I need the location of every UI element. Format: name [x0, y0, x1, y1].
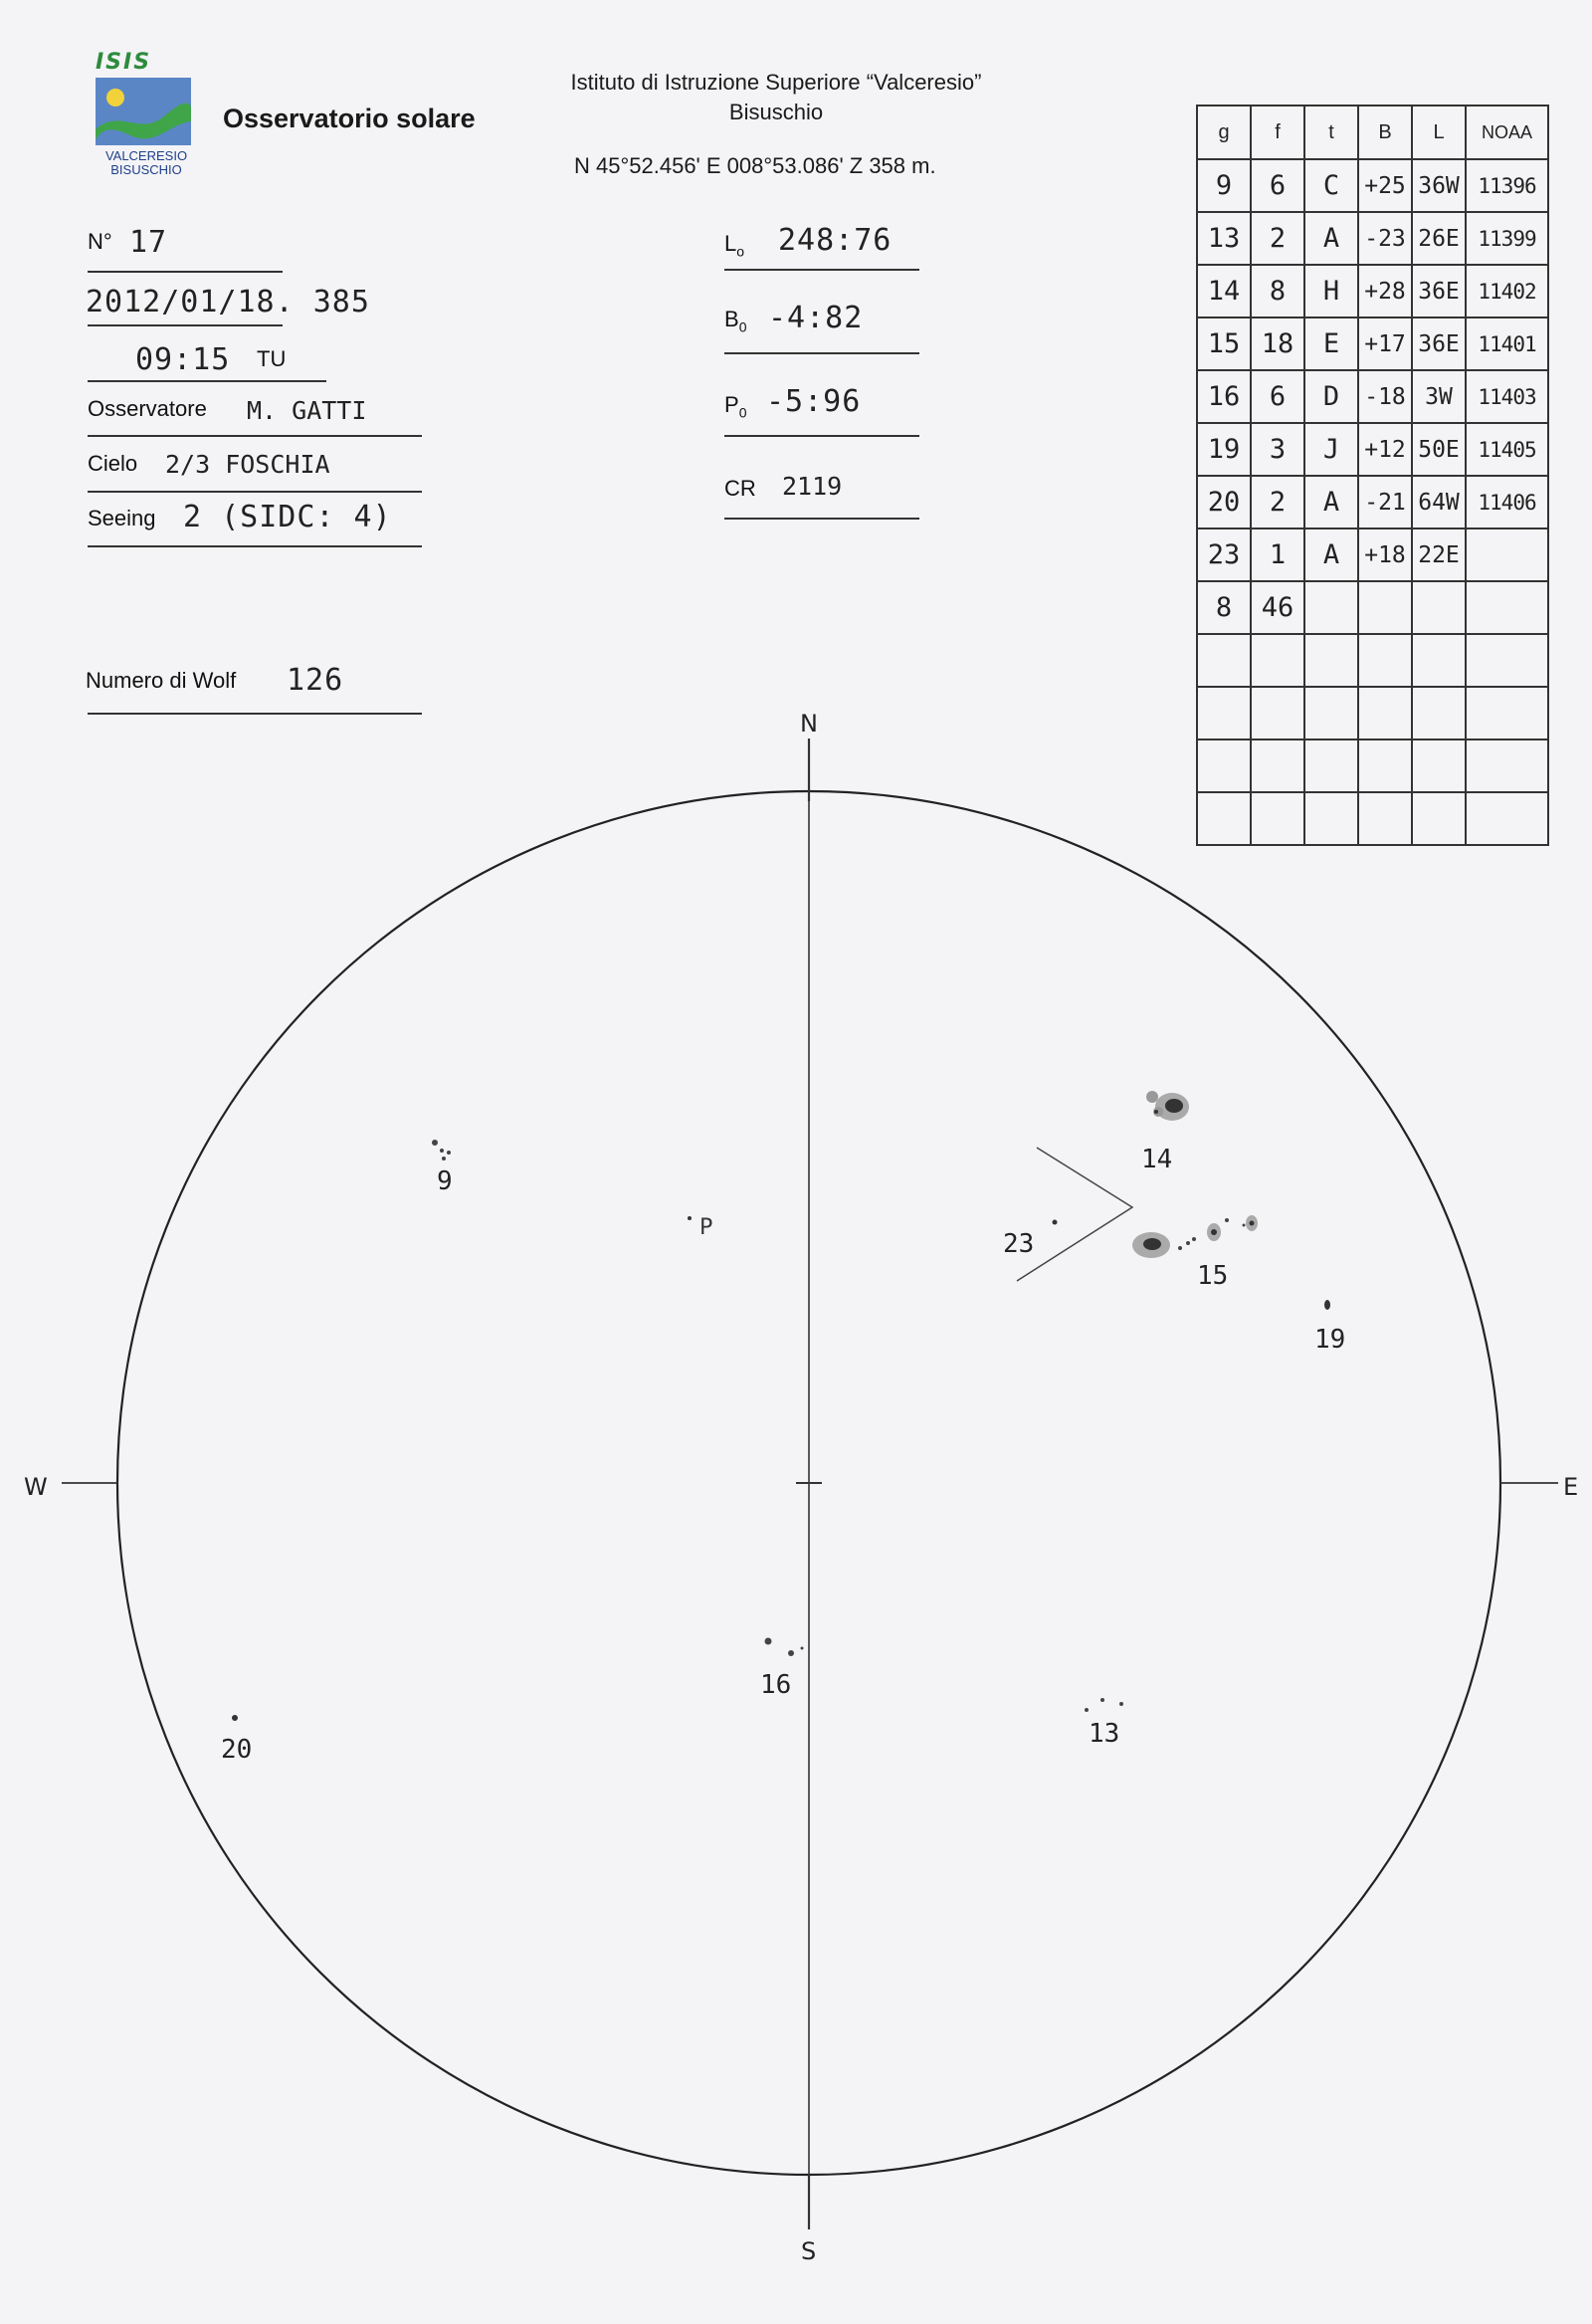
cell-f: 6 — [1251, 370, 1304, 423]
institute-town: Bisuschio — [728, 100, 824, 124]
cell-b: -23 — [1358, 212, 1412, 265]
number-label: N° — [88, 229, 112, 254]
cell-b: +12 — [1358, 423, 1412, 476]
cr-value: 2119 — [782, 472, 843, 501]
cell-l: 22E — [1412, 528, 1466, 581]
north-label: N — [800, 710, 818, 738]
group-16-label: 16 — [760, 1670, 792, 1700]
number-value: 17 — [129, 225, 168, 260]
group-19-label: 19 — [1314, 1325, 1346, 1355]
cell-noaa: 11406 — [1466, 476, 1548, 528]
l0-label: $L_o$ — [724, 231, 745, 260]
cell-b: +17 — [1358, 317, 1412, 370]
cell-l: 36E — [1412, 265, 1466, 317]
cell-f: 3 — [1251, 423, 1304, 476]
cell-b: +18 — [1358, 528, 1412, 581]
header-g: g — [1197, 106, 1251, 159]
cell-l: 36W — [1412, 159, 1466, 212]
west-label: W — [24, 1473, 48, 1501]
group-9-label: 9 — [437, 1166, 453, 1196]
sunspot-group-23 — [1053, 1220, 1058, 1225]
group-20-label: 20 — [221, 1735, 253, 1765]
cell-b: +28 — [1358, 265, 1412, 317]
header-noaa: NOAA — [1466, 106, 1548, 159]
east-label: E — [1563, 1473, 1579, 1501]
location-coordinates: N 45°52.456' E 008°53.086' Z 358 m. — [574, 153, 936, 178]
wolf-label: Numero di Wolf — [86, 668, 237, 693]
cell-f: 1 — [1251, 528, 1304, 581]
pole-dot — [688, 1216, 692, 1220]
group-13-label: 13 — [1089, 1719, 1120, 1749]
header-l: L — [1412, 106, 1466, 159]
cell-b: +25 — [1358, 159, 1412, 212]
cell-t: D — [1304, 370, 1358, 423]
date-value: 2012/01/18. 385 — [86, 285, 370, 319]
cell-l: 36E — [1412, 317, 1466, 370]
cell-g: 15 — [1197, 317, 1251, 370]
cell-l: 3W — [1412, 370, 1466, 423]
sunspot-group-20 — [232, 1715, 238, 1721]
cell-f: 2 — [1251, 476, 1304, 528]
wolf-value: 126 — [287, 663, 344, 698]
p0-label: $P_0$ — [724, 392, 747, 421]
observatory-title: Osservatorio solare — [223, 104, 476, 133]
cell-g: 23 — [1197, 528, 1251, 581]
cell-t: A — [1304, 212, 1358, 265]
cell-t: A — [1304, 476, 1358, 528]
cell-t: E — [1304, 317, 1358, 370]
cr-label: CR — [724, 476, 756, 501]
p0-value: -5:96 — [766, 384, 862, 419]
cell-f: 2 — [1251, 212, 1304, 265]
sky-value: 2/3 FOSCHIA — [165, 450, 330, 479]
sunspot-group-19 — [1324, 1300, 1330, 1310]
group-15-label: 15 — [1197, 1261, 1229, 1291]
pole-label: P — [699, 1215, 713, 1240]
institute-name: Istituto di Istruzione Superiore “Valceresio” — [570, 70, 982, 95]
sunspot-group-9 — [432, 1140, 451, 1161]
cell-f: 6 — [1251, 159, 1304, 212]
observer-value: M. GATTI — [247, 396, 367, 425]
b0-value: -4:82 — [768, 301, 864, 335]
cell-g: 16 — [1197, 370, 1251, 423]
sunspot-group-13 — [1085, 1698, 1123, 1712]
l0-value: 248:76 — [778, 223, 893, 258]
cell-l: 50E — [1412, 423, 1466, 476]
sky-label: Cielo — [88, 451, 138, 476]
cell-g: 14 — [1197, 265, 1251, 317]
time-unit: TU — [257, 346, 287, 371]
cell-l: 26E — [1412, 212, 1466, 265]
group-14-label: 14 — [1141, 1145, 1173, 1174]
cell-noaa: 11402 — [1466, 265, 1548, 317]
sunspot-group-14 — [1146, 1091, 1189, 1121]
header-b: B — [1358, 106, 1412, 159]
cell-g: 19 — [1197, 423, 1251, 476]
sunspot-group-16 — [765, 1638, 804, 1657]
cell-noaa: 11403 — [1466, 370, 1548, 423]
cell-l: 64W — [1412, 476, 1466, 528]
b0-label: $B_0$ — [724, 307, 747, 335]
cell-t: C — [1304, 159, 1358, 212]
cell-t: J — [1304, 423, 1358, 476]
cell-f: 18 — [1251, 317, 1304, 370]
sunspot-group-15 — [1132, 1215, 1258, 1258]
cell-g: 13 — [1197, 212, 1251, 265]
cell-b: -21 — [1358, 476, 1412, 528]
cell-t: A — [1304, 528, 1358, 581]
cell-t: H — [1304, 265, 1358, 317]
group-23-bracket — [1017, 1148, 1132, 1281]
cell-b: -18 — [1358, 370, 1412, 423]
cell-noaa: 11401 — [1466, 317, 1548, 370]
header-f: f — [1251, 106, 1304, 159]
logo-brand-text: ISIS — [96, 50, 152, 75]
cell-g: 8 — [1197, 581, 1251, 634]
logo-caption: VALCERESIO BISUSCHIO — [104, 148, 188, 177]
cell-noaa: 11405 — [1466, 423, 1548, 476]
cell-g: 9 — [1197, 159, 1251, 212]
observer-label: Osservatore — [88, 396, 207, 421]
cell-noaa: 11396 — [1466, 159, 1548, 212]
south-label: S — [801, 2237, 817, 2265]
cell-f: 8 — [1251, 265, 1304, 317]
seeing-label: Seeing — [88, 506, 156, 530]
cell-g: 20 — [1197, 476, 1251, 528]
seeing-value: 2 (SIDC: 4) — [183, 500, 392, 534]
time-value: 09:15 — [135, 342, 231, 377]
cell-f: 46 — [1251, 581, 1304, 634]
cell-noaa: 11399 — [1466, 212, 1548, 265]
group-23-label: 23 — [1003, 1229, 1035, 1259]
header-t: t — [1304, 106, 1358, 159]
